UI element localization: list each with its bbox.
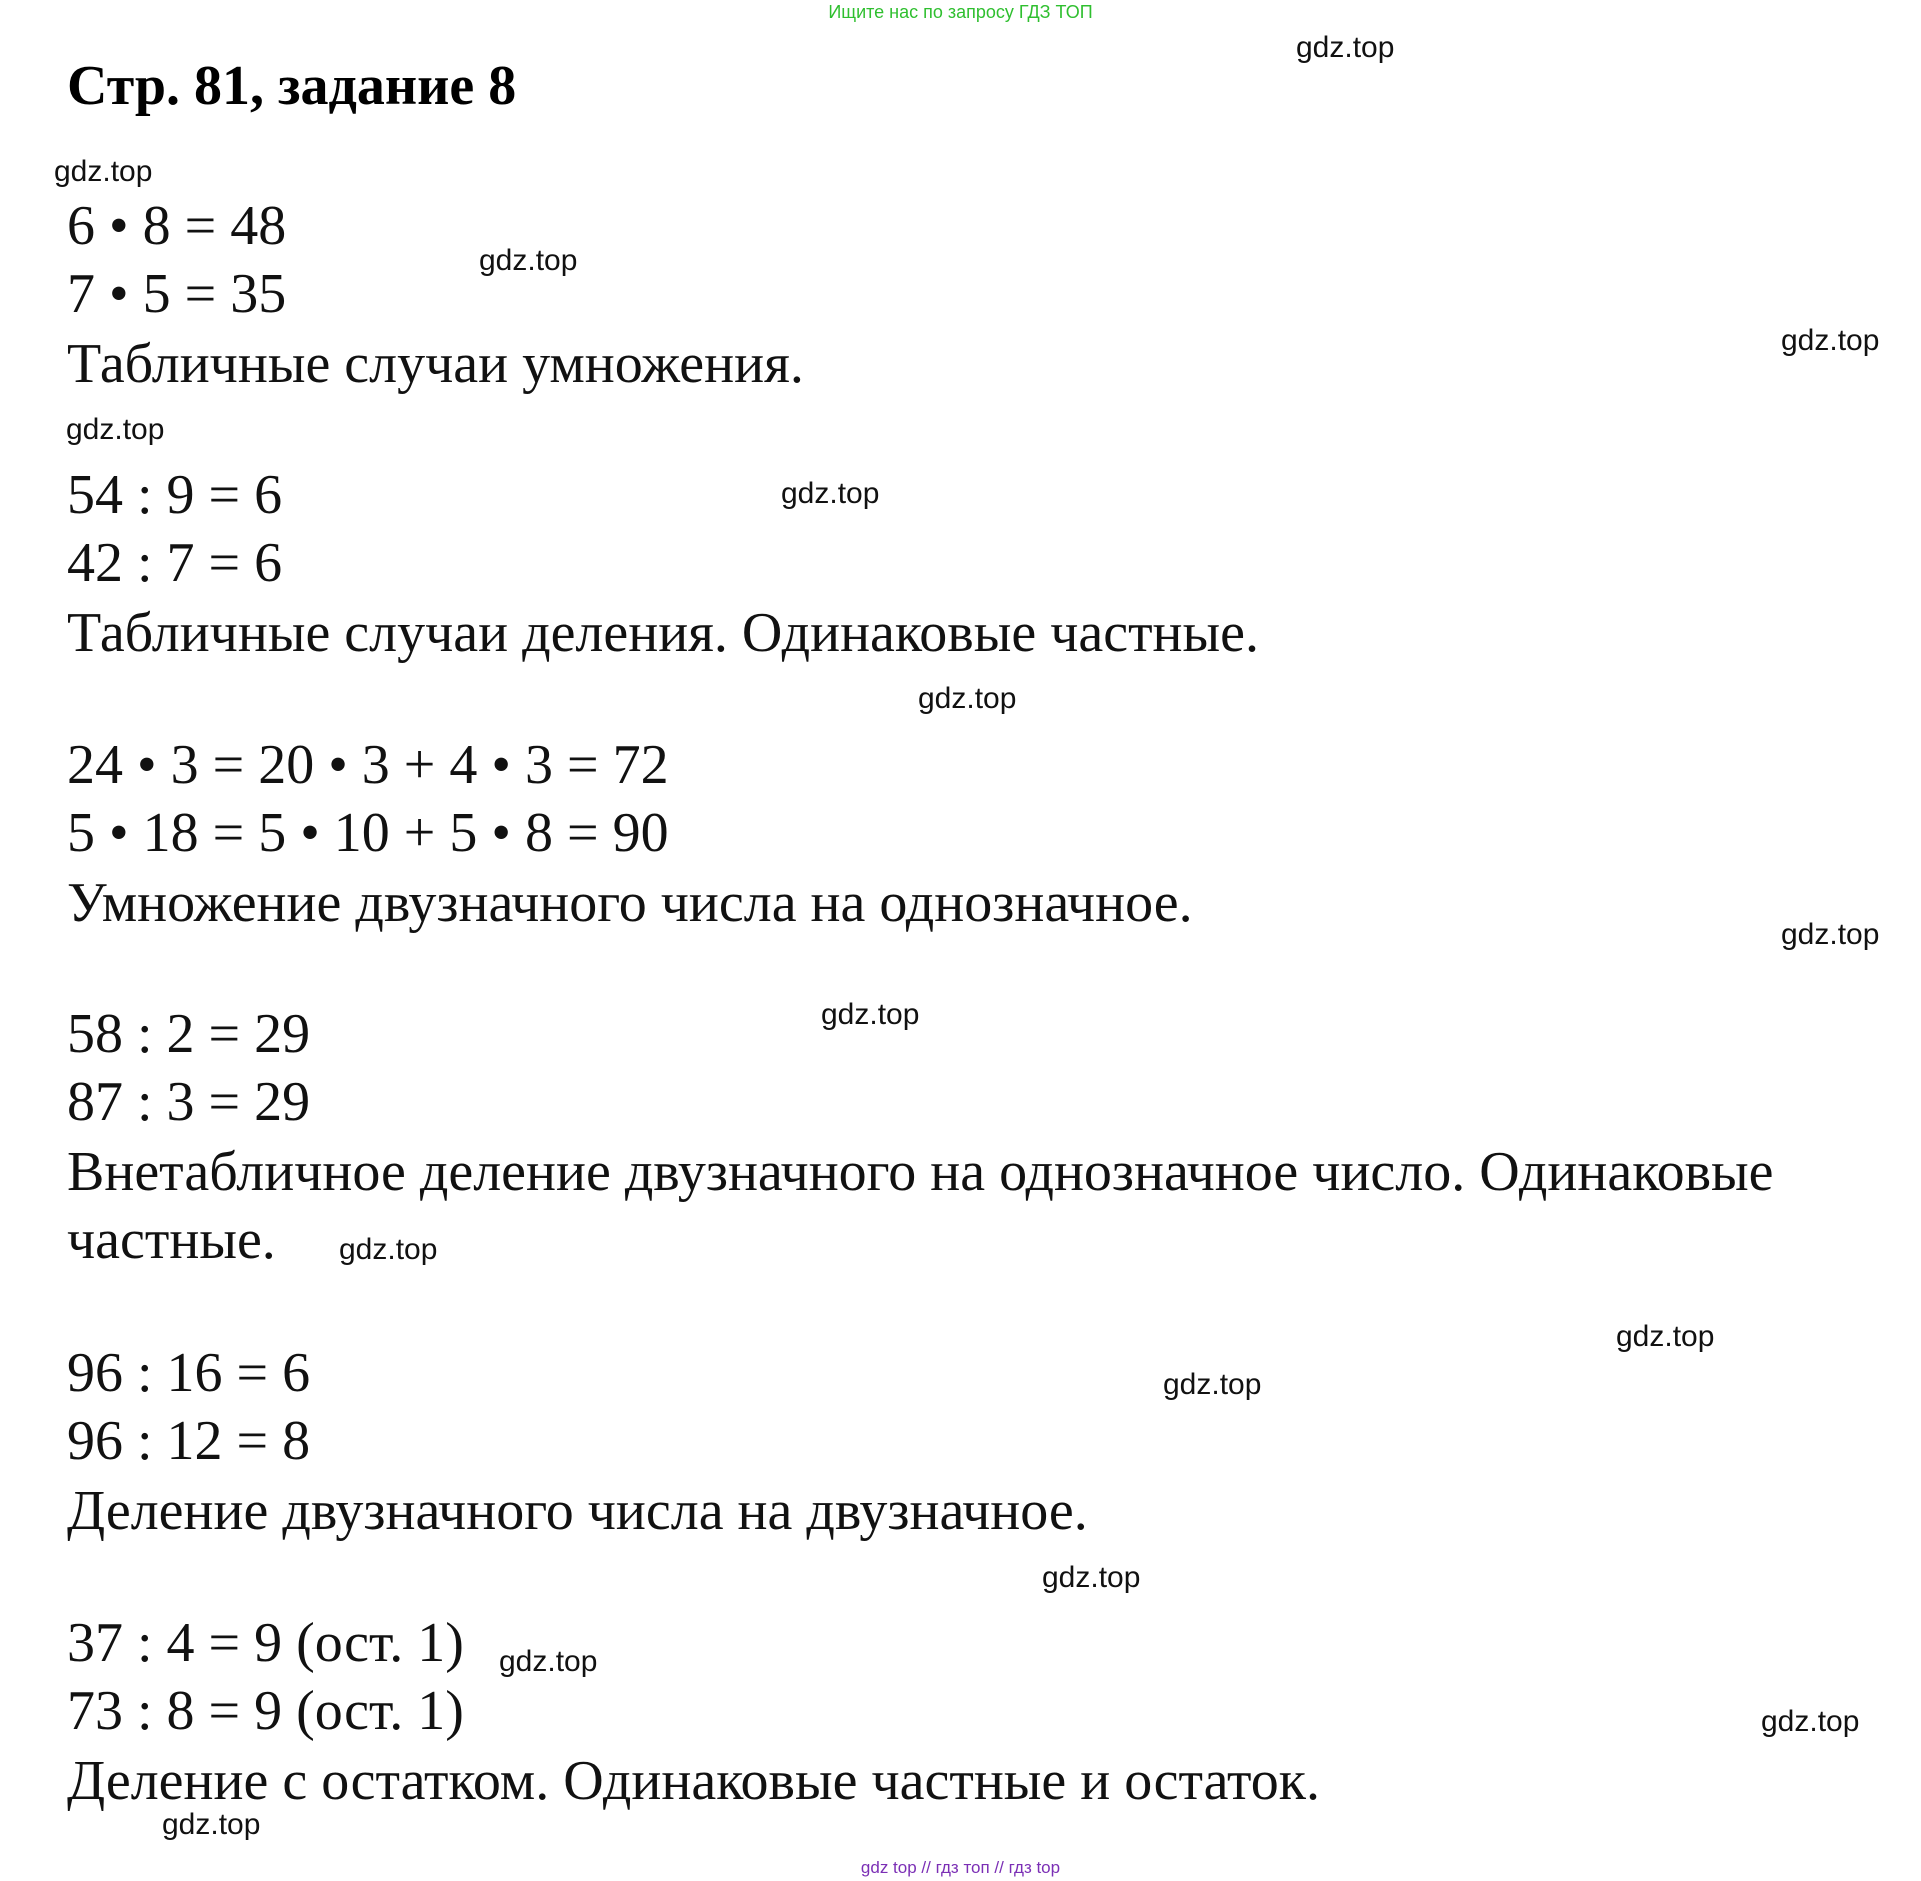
block-note: Деление с остатком. Одинаковые частные и остаток. [67, 1750, 1320, 1812]
equation-line: 96 : 16 = 6 [67, 1342, 311, 1404]
equation-line: 54 : 9 = 6 [67, 464, 283, 526]
watermark: gdz.top [66, 413, 165, 446]
equation-line: 7 • 5 = 35 [67, 263, 287, 325]
equation-line: 24 • 3 = 20 • 3 + 4 • 3 = 72 [67, 734, 669, 796]
page-title: Стр. 81, задание 8 [67, 55, 517, 117]
watermark: gdz.top [1042, 1561, 1141, 1594]
watermark: gdz.top [1761, 1705, 1860, 1738]
block-note: Табличные случаи умножения. [67, 333, 804, 395]
watermark: gdz.top [1781, 918, 1880, 951]
watermark: gdz.top [339, 1233, 438, 1266]
watermark: gdz.top [1163, 1368, 1262, 1401]
watermark: gdz.top [1616, 1320, 1715, 1353]
block-note: Умножение двузначного числа на однозначное. [67, 872, 1193, 934]
watermark: gdz.top [162, 1808, 261, 1841]
equation-line: 6 • 8 = 48 [67, 195, 287, 257]
block-note: Табличные случаи деления. Одинаковые частные. [67, 602, 1259, 664]
block-note: Внетабличное деление двузначного на однозначное число. Одинаковые [67, 1141, 1774, 1203]
watermark: gdz.top [479, 244, 578, 277]
equation-line: 87 : 3 = 29 [67, 1071, 311, 1133]
block-note: Деление двузначного числа на двузначное. [67, 1480, 1088, 1542]
watermark: gdz.top [1296, 31, 1395, 64]
watermark: gdz.top [821, 998, 920, 1031]
equation-line: 73 : 8 = 9 (ост. 1) [67, 1680, 464, 1742]
watermark: gdz.top [918, 682, 1017, 715]
equation-line: 42 : 7 = 6 [67, 532, 283, 594]
footer-links: gdz top // гдз топ // гдз top [860, 1858, 1061, 1877]
equation-line: 5 • 18 = 5 • 10 + 5 • 8 = 90 [67, 802, 669, 864]
equation-line: 58 : 2 = 29 [67, 1003, 311, 1065]
block-note: частные. [67, 1209, 276, 1271]
watermark: gdz.top [1781, 324, 1880, 357]
top-banner: Ищите нас по запросу ГДЗ ТОП [828, 2, 1093, 22]
equation-line: 96 : 12 = 8 [67, 1410, 311, 1472]
watermark: gdz.top [54, 155, 153, 188]
watermark: gdz.top [499, 1645, 598, 1678]
equation-line: 37 : 4 = 9 (ост. 1) [67, 1612, 464, 1674]
watermark: gdz.top [781, 477, 880, 510]
